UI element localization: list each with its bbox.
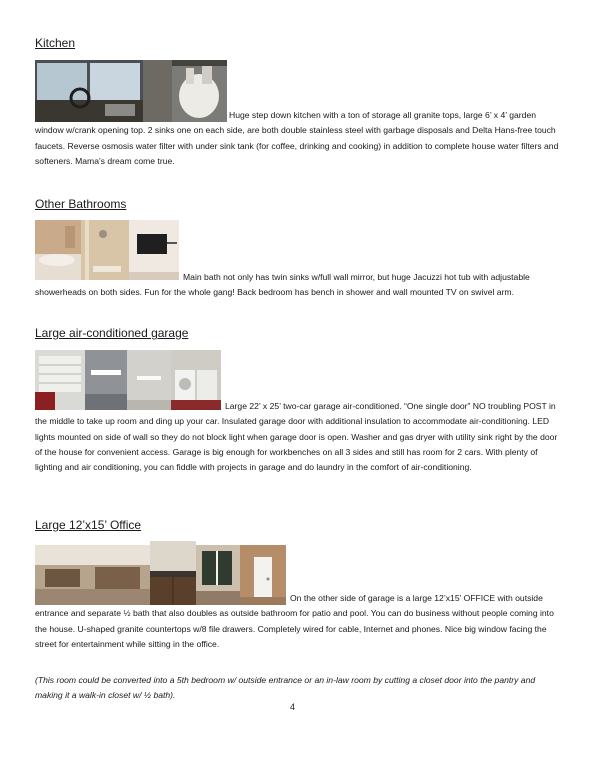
section-heading-office: Large 12’x15’ Office [35, 518, 142, 532]
kitchen-description: Huge step down kitchen with a ton of storage all granite tops, large 6’ x 4’ garden window w/crank opening top. 2 sinks one on each side, are both double stainless steel with garbage disposals and Delta Hans-free touch faucets. Reverse osmosis water filter with under sink tank (for coffee, drinking and cooking) in addition to complete house water filters and softeners. Mama's dream come true. [35, 110, 559, 166]
section-heading-garage: Large air-conditioned garage [35, 326, 189, 340]
conversion-note: (This room could be converted into a 5th bedroom w/ outside entrance or an in-law room by cutting a closet door into the pantry and making it a walk-in closet w/ ½ bath). [35, 675, 536, 701]
section-heading-kitchen: Kitchen [35, 36, 76, 50]
office-description: On the other side of garage is a large 12’x15’ OFFICE with outside entrance and separate ½ bath that also doubles as outside bathroom for patio and pool. You can do business without people coming into the house. U-shaped granite countertops w/8 file drawers. Completely wired for cable, Internet and phones. Nice big window facing the street for entertainment while sitting in the office. [35, 593, 554, 649]
section-heading-bathrooms: Other Bathrooms [35, 197, 127, 211]
garage-description: Large 22’ x 25’ two-car garage air-conditioned. “One single door” NO troubling POST in the middle to take up room and ding up your car. Insulated garage door with additional insulation to accommodate air-conditioning. LED lights mounted on side of wall so they do not block light when garage door is open. Washer and gas dryer with utility sink right by the door of the house for convenient access. Garage is big enough for workbenches on all 3 sides and still has room for 2 cars. With plenty of lighting and air conditioning, you can fiddle with projects in garage and do laundry in the comfort of air-conditioning. [35, 401, 558, 473]
page-number: 4 [290, 702, 296, 712]
bathrooms-description: Main bath not only has twin sinks w/full wall mirror, but huge Jacuzzi hot tub with adjustable showerheads on both sides. Fun for the whole gang! Back bedroom has bench in shower and wall mounted TV on swivel arm. [35, 272, 530, 298]
